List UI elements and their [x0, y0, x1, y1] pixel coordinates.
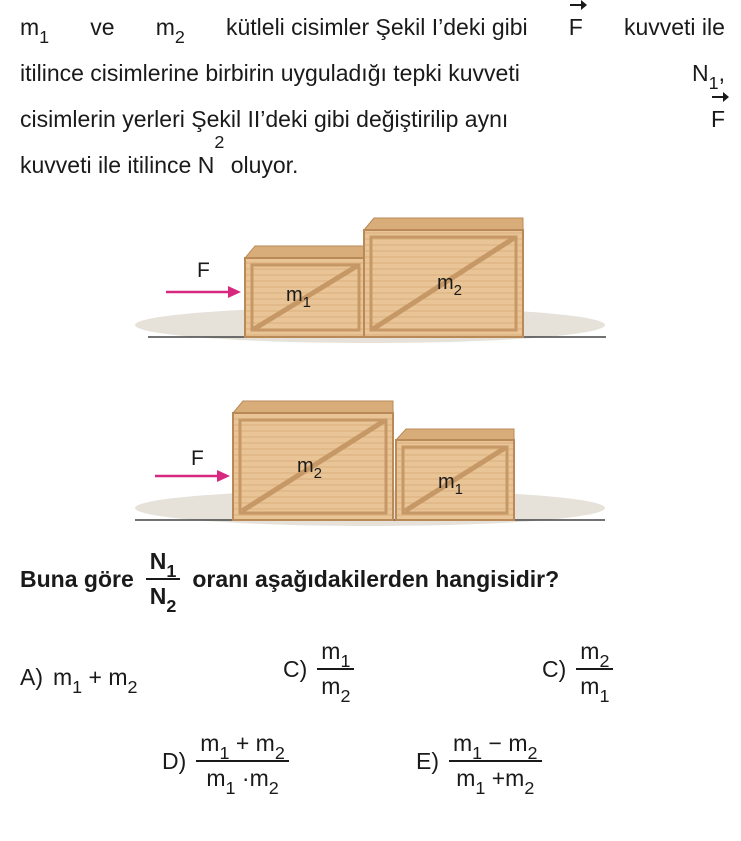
crate-m1 [396, 429, 514, 520]
text-line-3: cisimlerin yerleri Şekil II’deki gibi değiştirilip aynı F [20, 96, 725, 142]
force-label: F [191, 447, 204, 470]
force-vector-symbol: F [711, 96, 725, 142]
box-label-left: $m_2$ [297, 455, 323, 482]
box-label-left: $m_1$ [286, 284, 312, 311]
option-c-second[interactable]: C) $\frac{m_2}{m_1}$ [542, 638, 613, 700]
figure-2 [135, 401, 605, 526]
option-d[interactable]: D) $\frac{m_1 + m_2}{m_1 \cdot m_2}$ [162, 730, 289, 792]
option-a[interactable]: A) $m_1 + m_2$ [20, 664, 138, 698]
figure-1 [135, 218, 606, 343]
force-arrow [166, 286, 241, 298]
option-c-first[interactable]: C) $\frac{m_1}{m_2}$ [283, 638, 354, 700]
text-line-4: kuvveti ile itilince N 2 oluyor. [20, 132, 299, 178]
crate-m1 [245, 246, 366, 337]
option-fraction: $\frac{m_1}{m_2}$ [317, 638, 354, 700]
option-fraction: $\frac{m_1 - m_2}{m_1 +m_2}$ [449, 730, 542, 792]
text-line-1: $m_1$ ve $m_2$ kütleli cisimler Şekil I’deki gibi F kuvveti ile [20, 4, 725, 50]
ratio-fraction: $\frac{N_1}{N_2}$ [146, 548, 181, 610]
option-fraction: $\frac{m_2}{m_1}$ [576, 638, 613, 700]
text-line-2: itilince cisimlerine birbirin uyguladığı tepki kuvveti $N_1$, [20, 60, 725, 94]
force-label: F [197, 259, 210, 282]
question-text: Buna göre $\frac{N_1}{N_2}$ oranı aşağıdakilerden hangisidir? [20, 548, 560, 617]
option-e[interactable]: E) $\frac{m_1 - m_2}{m_1 +m_2}$ [416, 730, 542, 792]
force-arrow [155, 470, 230, 482]
option-fraction: $\frac{m_1 + m_2}{m_1 \cdot m_2}$ [196, 730, 289, 792]
box-label-right: $m_2$ [437, 272, 463, 299]
box-label-right: $m_1$ [438, 471, 464, 498]
force-vector-symbol: F [569, 4, 583, 50]
